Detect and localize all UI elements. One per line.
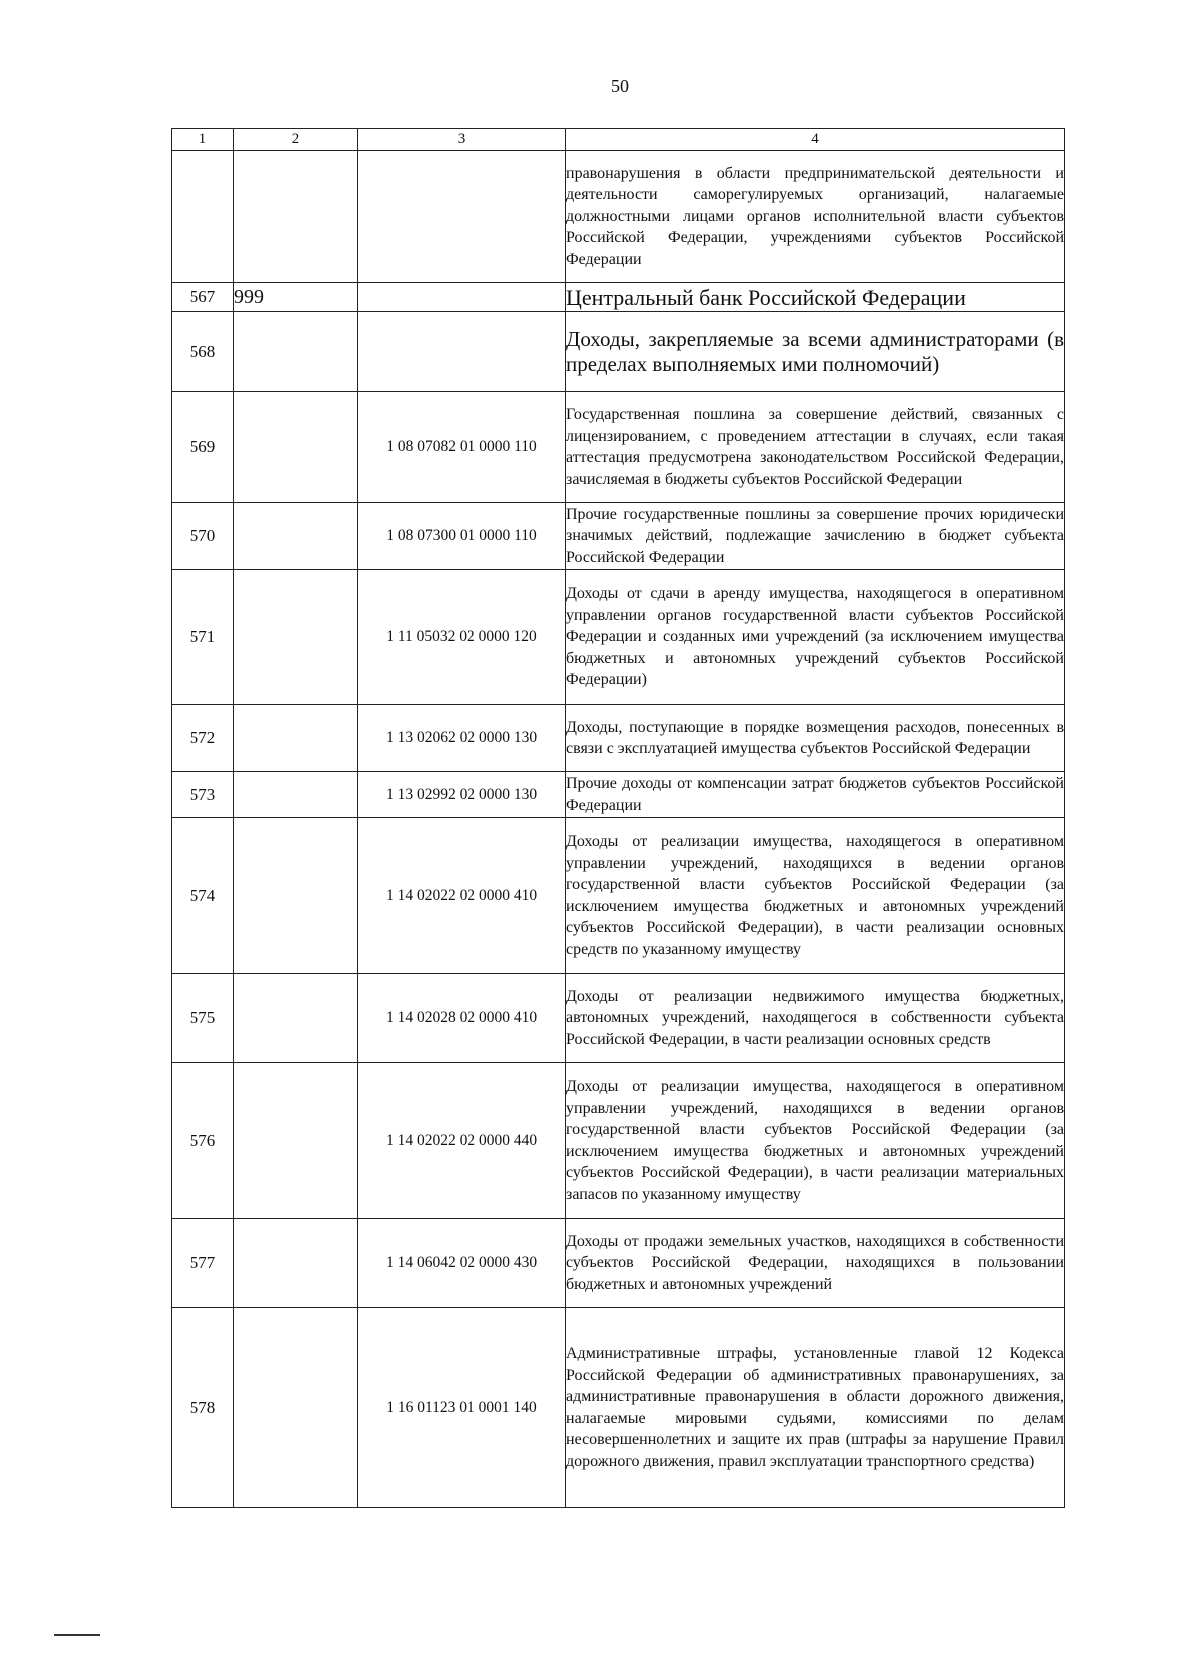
description-cell: Прочие государственные пошлины за совершение прочих юридически значимых действий, подлежащие зачислению в бюджет субъекта Российской Федерации: [566, 503, 1065, 570]
admin-code-cell: [234, 1063, 358, 1219]
description-cell: Доходы от реализации недвижимого имущества бюджетных, автономных учреждений, находящегося в собственности субъекта Российской Федерации, в части реализации основных средств: [566, 974, 1065, 1063]
kbk-code-cell: 1 13 02992 02 0000 130: [358, 772, 566, 818]
kbk-code-cell: [358, 283, 566, 312]
description-cell: правонарушения в области предпринимательской деятельности и деятельности саморегулируемых организаций, налагаемые должностными лицами органов исполнительной власти субъектов Российской Федерации, учреждениями субъектов Российской Федерации: [566, 151, 1065, 283]
footer-divider: [54, 1634, 100, 1636]
kbk-code-cell: 1 14 02028 02 0000 410: [358, 974, 566, 1063]
admin-code-cell: [234, 772, 358, 818]
header-cell-4: 4: [566, 129, 1065, 151]
row-number-cell: 575: [172, 974, 234, 1063]
row-number-cell: 567: [172, 283, 234, 312]
header-cell-3: 3: [358, 129, 566, 151]
admin-code-cell: [234, 151, 358, 283]
description-cell: Доходы от продажи земельных участков, находящихся в собственности субъектов Российской Федерации, находящихся в пользовании бюджетных и автономных учреждений: [566, 1219, 1065, 1308]
header-cell-2: 2: [234, 129, 358, 151]
row-number-cell: 573: [172, 772, 234, 818]
kbk-code-cell: 1 13 02062 02 0000 130: [358, 705, 566, 772]
kbk-code-cell: 1 16 01123 01 0001 140: [358, 1308, 566, 1508]
admin-code-cell: [234, 312, 358, 392]
table-row: [172, 772, 1065, 818]
row-number-cell: 569: [172, 392, 234, 503]
row-number-cell: [172, 151, 234, 283]
row-number-cell: 576: [172, 1063, 234, 1219]
row-number-cell: 578: [172, 1308, 234, 1508]
table-row: [172, 392, 1065, 503]
revenue-table: [171, 128, 1065, 1508]
kbk-code-cell: [358, 312, 566, 392]
description-cell: Прочие доходы от компенсации затрат бюджетов субъектов Российской Федерации: [566, 772, 1065, 818]
admin-code-cell: 999: [234, 283, 358, 312]
admin-code-cell: [234, 570, 358, 705]
admin-code-cell: [234, 818, 358, 974]
description-cell: Государственная пошлина за совершение действий, связанных с лицензированием, с проведением аттестации в случаях, если такая аттестация предусмотрена законодательством Российской Федерации, зачисляемая в бюджеты субъектов Российской Федерации: [566, 392, 1065, 503]
kbk-code-cell: [358, 151, 566, 283]
header-cell-1: 1: [172, 129, 234, 151]
description-cell: Административные штрафы, установленные главой 12 Кодекса Российской Федерации об административных правонарушениях, за административные правонарушения в области дорожного движения, налагаемые мировыми судьями, комиссиями по делам несовершеннолетних и защите их прав (штрафы за нарушение Правил дорожного движения, правил эксплуатации транспортного средства): [566, 1308, 1065, 1508]
description-cell: Доходы от сдачи в аренду имущества, находящегося в оперативном управлении органов государственной власти субъектов Российской Федерации и созданных ими учреждений (за исключением имущества бюджетных и автономных учреждений субъектов Российской Федерации): [566, 570, 1065, 705]
table-header-row: [172, 129, 1065, 151]
table-row: [172, 283, 1065, 312]
admin-code-cell: [234, 1219, 358, 1308]
description-cell: Доходы, закрепляемые за всеми администраторами (в пределах выполняемых ими полномочий): [566, 312, 1065, 392]
table-row: [172, 974, 1065, 1063]
kbk-code-cell: 1 08 07300 01 0000 110: [358, 503, 566, 570]
admin-code-cell: [234, 705, 358, 772]
table-row: [172, 818, 1065, 974]
table-row: [172, 1308, 1065, 1508]
table-row: [172, 503, 1065, 570]
admin-code-cell: [234, 392, 358, 503]
description-cell: Доходы, поступающие в порядке возмещения расходов, понесенных в связи с эксплуатацией имущества субъектов Российской Федерации: [566, 705, 1065, 772]
row-number-cell: 572: [172, 705, 234, 772]
row-number-cell: 571: [172, 570, 234, 705]
admin-code-cell: [234, 1308, 358, 1508]
table-row: [172, 705, 1065, 772]
row-number-cell: 574: [172, 818, 234, 974]
row-number-cell: 568: [172, 312, 234, 392]
description-cell: Доходы от реализации имущества, находящегося в оперативном управлении учреждений, находящихся в ведении органов государственной власти субъектов Российской Федерации (за исключением имущества бюджетных и автономных учреждений субъектов Российской Федерации), в части реализации материальных запасов по указанному имуществу: [566, 1063, 1065, 1219]
row-number-cell: 577: [172, 1219, 234, 1308]
row-number-cell: 570: [172, 503, 234, 570]
kbk-code-cell: 1 14 02022 02 0000 440: [358, 1063, 566, 1219]
table-row: [172, 570, 1065, 705]
kbk-code-cell: 1 14 02022 02 0000 410: [358, 818, 566, 974]
table-row: [172, 1063, 1065, 1219]
description-cell: Доходы от реализации имущества, находящегося в оперативном управлении учреждений, находящихся в ведении органов государственной власти субъектов Российской Федерации (за исключением имущества бюджетных и автономных учреждений субъектов Российской Федерации), в части реализации основных средств по указанному имуществу: [566, 818, 1065, 974]
admin-code-cell: [234, 503, 358, 570]
kbk-code-cell: 1 08 07082 01 0000 110: [358, 392, 566, 503]
page-number: 50: [611, 76, 629, 96]
description-cell: Центральный банк Российской Федерации: [566, 283, 1065, 312]
table-row-continuation: [172, 151, 1065, 283]
table-row: [172, 1219, 1065, 1308]
table-row: [172, 312, 1065, 392]
kbk-code-cell: 1 14 06042 02 0000 430: [358, 1219, 566, 1308]
admin-code-cell: [234, 974, 358, 1063]
kbk-code-cell: 1 11 05032 02 0000 120: [358, 570, 566, 705]
